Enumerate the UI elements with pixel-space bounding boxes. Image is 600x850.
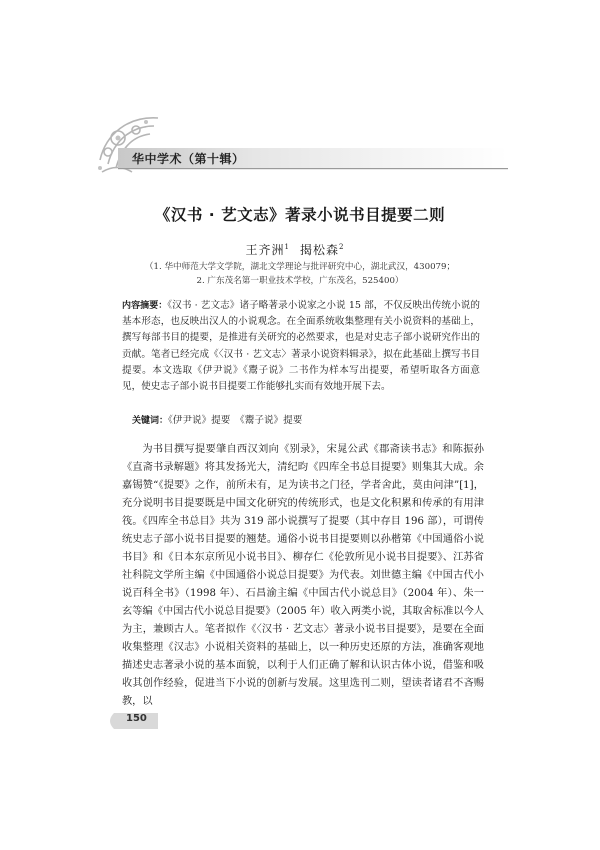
abstract <box>122 298 480 395</box>
keywords-text: 《伊尹说》提要 《鬻子说》提要 <box>168 415 303 426</box>
journal-title: 华中学术（第十辑） <box>132 152 245 166</box>
abstract-label: 内容摘要： <box>122 301 168 311</box>
author-affil-mark: 2 <box>339 243 345 251</box>
author-name: 王齐洲 <box>245 243 285 257</box>
keywords-label: 关键词： <box>132 416 169 426</box>
article-title: 《汉书 · 艺文志》著录小说书目提要二则 <box>154 206 446 224</box>
body-paragraph: 为书目撰写提要肇自西汉刘向《别录》，宋晁公武《郡斋读书志》和陈振孙《直斋书录解题》将其发扬光大，清纪昀《四库全书总目提要》则集其大成。余嘉锡赞“《提要》之作，前所未有，足为读书之门径，学者舍此，莫由问津”[1]，充分说明书目提要既是中国文化研究的传统形式，也是文化积累和传承的有用津筏。《四库全书总目》共为 319 部小说撰写了提要（其中存目 196 部），可谓传统史志子部小说书目提要的翘楚。通俗小说书目提要则以孙楷第《中国通俗小说书目》和《日本东京所见小说书目》、柳存仁《伦敦所见小说书目提要》、江苏省社科院文学所主编《中国通俗小说总目提要》为代表。刘世德主编《中国古代小说百科全书》（1998 年）、石昌渝主编《中国古代小说总目》（2004 年）、朱一玄等编《中国古代小说总目提要》（2005 年）收入两类小说，其取舍标准以今人为主，兼顾古人。笔者拟作《〈汉书 · 艺文志〉著录小说书目提要》，是要在全面收集整理《汉志》小说相关资料的基础上，以一种历史还原的方法，准确客观地描述史志著录小说的基本面貌，以利于人们正确了解和认识古体小说，借鉴和吸收其创作经验，促进当下小说的创新与发展。这里选刊二则，望读者诸君不吝赐教，以 <box>122 444 484 707</box>
affiliation: （1. 华中师范大学文学院，湖北文学理论与批评研究中心，湖北武汉，430079； <box>144 262 456 272</box>
affiliation: 2. 广东茂名第一职业技术学校，广东茂名，525400） <box>196 276 404 286</box>
authors <box>0 241 600 258</box>
author-affil-mark: 1 <box>284 243 290 251</box>
keywords <box>132 412 302 426</box>
author-name: 揭松森 <box>300 243 340 257</box>
decorative-ornament-icon <box>88 108 166 186</box>
page-number: 150 <box>126 713 147 724</box>
abstract-text: 《汉书 · 艺文志》诸子略著录小说家之小说 15 部，不仅反映出传统小说的基本形态，也反映出汉人的小说观念。在全面系统收集整理有关小说资料的基础上，撰写每部书目的提要，是推进有关研究的必然要求，也是对史志子部小说研究作出的贡献。笔者已经完成《〈汉书 · 艺文志〉著录小说资料辑录》，拟在此基础上撰写书目提要。本文选取《伊尹说》《鬻子说》二书作为样本写出提要，希望听取各方面意见，使史志子部小说书目提要工作能够扎实而有效地开展下去。 <box>122 300 480 393</box>
